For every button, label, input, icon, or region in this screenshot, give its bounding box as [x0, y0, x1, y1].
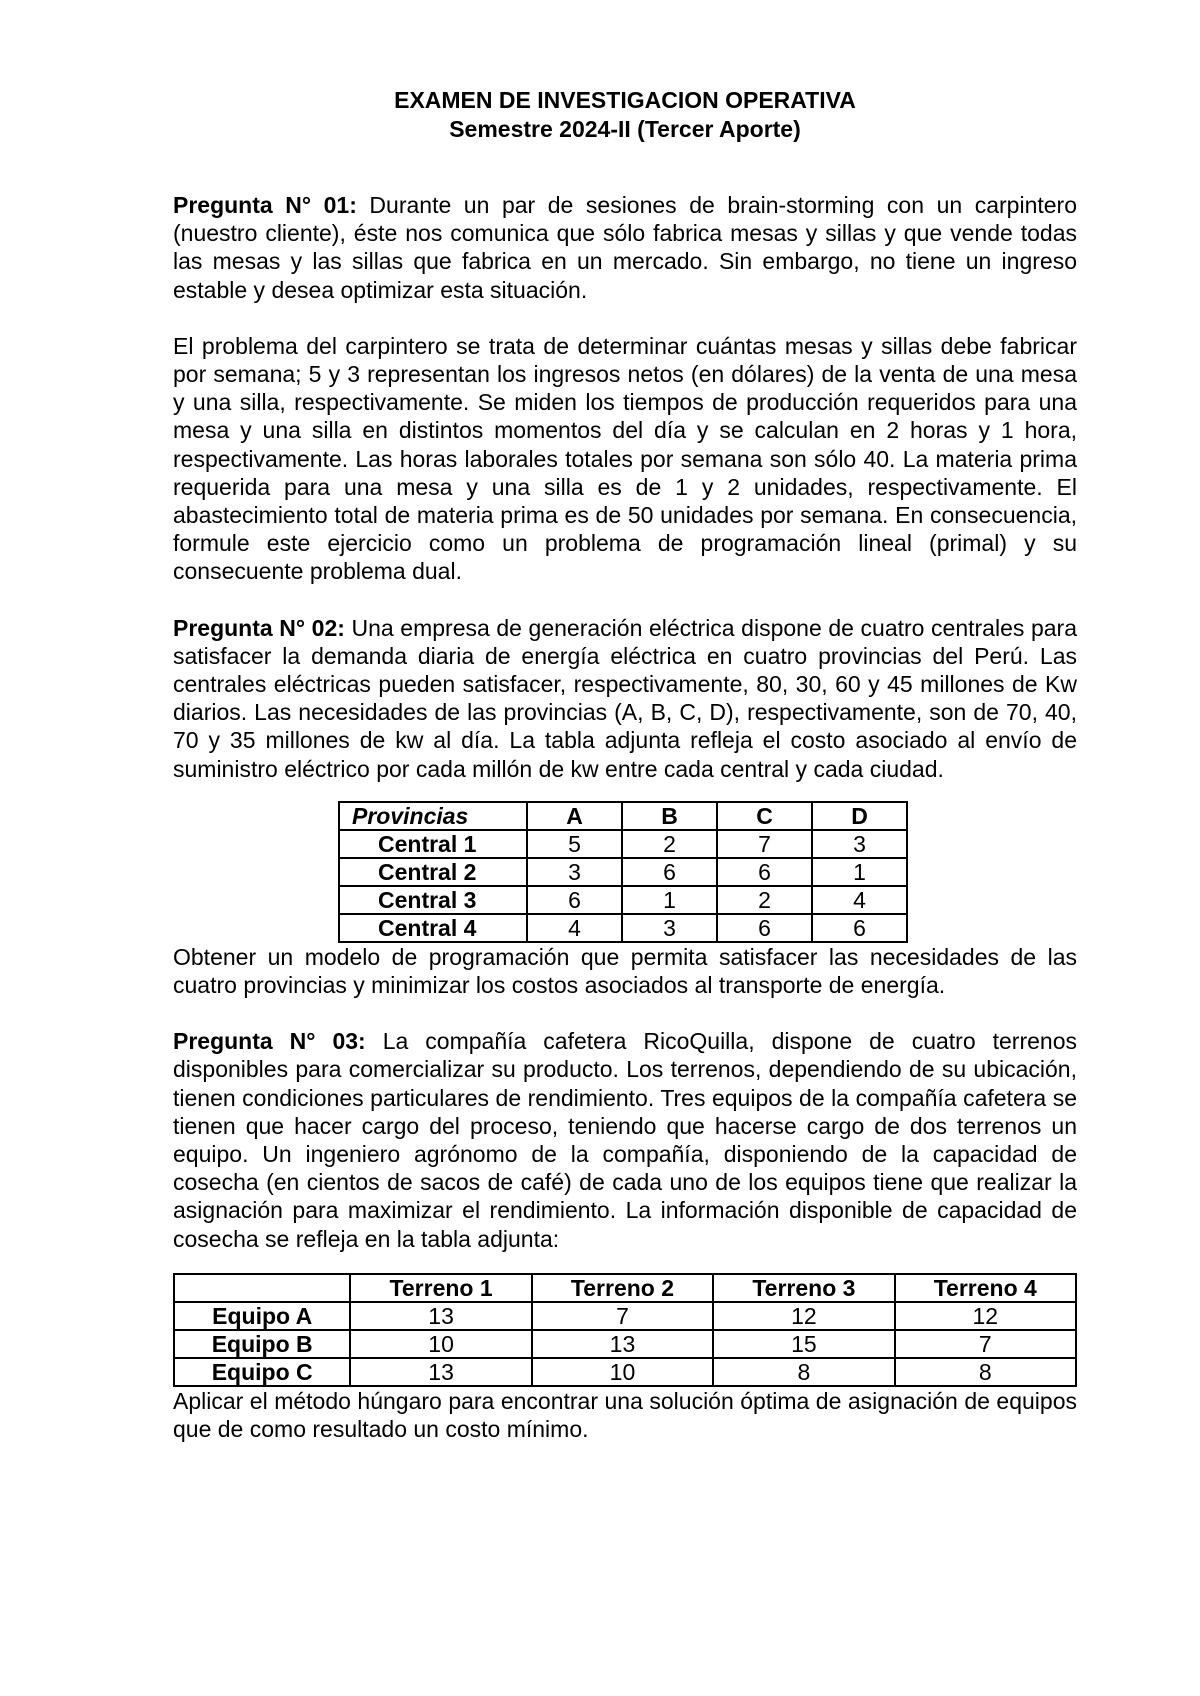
table-row — [174, 1358, 1076, 1386]
table-cell: 8 — [713, 1358, 894, 1386]
table-cell: 2 — [622, 830, 717, 858]
harvest-table-header-row — [174, 1274, 1076, 1302]
table-cell: 5 — [527, 830, 622, 858]
table-cell: 1 — [812, 858, 907, 886]
table-cell: 6 — [717, 858, 812, 886]
q2-paragraph-2: Obtener un modelo de programación que permita satisfacer las necesidades de las cuatro provincias y minimizar los costos asociados al transporte de energía. — [173, 943, 1077, 999]
table-cell: 12 — [713, 1302, 894, 1330]
q3-label: Pregunta N° 03: — [173, 1028, 366, 1055]
cost-table-header-row — [339, 802, 907, 830]
harvest-table-col: Terreno 4 — [895, 1274, 1076, 1302]
q1-paragraph-1 — [173, 191, 1077, 304]
table-cell: 6 — [622, 858, 717, 886]
harvest-table-row-head: Equipo C — [174, 1358, 350, 1386]
cost-table-col-a: A — [527, 802, 622, 830]
table-cell: 13 — [350, 1358, 531, 1386]
table-cell: 4 — [812, 886, 907, 914]
table-row — [174, 1302, 1076, 1330]
harvest-table-row-head: Equipo B — [174, 1330, 350, 1358]
harvest-table-col: Terreno 3 — [713, 1274, 894, 1302]
q1-paragraph-2: El problema del carpintero se trata de determinar cuántas mesas y sillas debe fabricar por semana; 5 y 3 representan los ingresos netos (en dólares) de la venta de una mesa y una silla, respectivamente. Se miden los tiempos de producción requeridos para una mesa y una silla en distintos momentos del día y se calculan en 2 horas y 1 hora, respectivamente. Las horas laborales totales por semana son sólo 40. La materia prima requerida para una mesa y una silla es de 1 y 2 unidades, respectivamente. El abastecimiento total de materia prima es de 50 unidades por semana. En consecuencia, formule este ejercicio como un problema de programación lineal (primal) y su consecuente problema dual. — [173, 332, 1077, 585]
table-cell: 6 — [527, 886, 622, 914]
table-cell: 3 — [527, 858, 622, 886]
harvest-table-col: Terreno 2 — [532, 1274, 713, 1302]
harvest-table-corner — [174, 1274, 350, 1302]
table-cell: 15 — [713, 1330, 894, 1358]
table-row — [339, 886, 907, 914]
table-cell: 13 — [350, 1302, 531, 1330]
table-cell: 6 — [717, 914, 812, 942]
table-cell: 1 — [622, 886, 717, 914]
q1-text-1: Durante un par de sesiones de brain-storming con un carpintero (nuestro cliente), éste nos comunica que sólo fabrica mesas y sillas y que vende todas las mesas y las sillas que fabrica en un mercado. Sin embargo, no tiene un ingreso estable y desea optimizar esta situación. — [173, 192, 1077, 303]
cost-table-row-head: Central 4 — [339, 914, 527, 942]
harvest-table-col: Terreno 1 — [350, 1274, 531, 1302]
q1-label: Pregunta N° 01: — [173, 192, 357, 218]
cost-table-row-head: Central 2 — [339, 858, 527, 886]
table-row — [339, 830, 907, 858]
q2-paragraph-1 — [173, 614, 1077, 783]
cost-table-col-d: D — [812, 802, 907, 830]
harvest-table-row-head: Equipo A — [174, 1302, 350, 1330]
q3-text-1: La compañía cafetera RicoQuilla, dispone de cuatro terrenos disponibles para comercializar su producto. Los terrenos, dependiendo de su ubicación, tienen condiciones particulares de rendimiento. Tres equipos de la compañía cafetera se tienen que hacer cargo del proceso, teniendo que hacerse cargo de dos terrenos un equipo. Un ingeniero agrónomo de la compañía, disponiendo de la capacidad de cosecha (en cientos de sacos de café) de cada uno de los equipos tiene que realizar la asignación para maximizar el rendimiento. La información disponible de capacidad de cosecha se refleja en la tabla adjunta: — [173, 1028, 1077, 1252]
table-cell: 10 — [350, 1330, 531, 1358]
q3-paragraph-1 — [173, 1027, 1077, 1253]
cost-table — [338, 801, 908, 943]
q3-paragraph-2: Aplicar el método húngaro para encontrar una solución óptima de asignación de equipos que de como resultado un costo mínimo. — [173, 1387, 1077, 1443]
table-cell: 2 — [717, 886, 812, 914]
table-cell: 6 — [812, 914, 907, 942]
table-cell: 10 — [532, 1358, 713, 1386]
cost-table-row-head: Central 3 — [339, 886, 527, 914]
cost-table-corner: Provincias — [339, 802, 527, 830]
q2-label: Pregunta N° 02: — [173, 614, 345, 641]
table-row — [339, 858, 907, 886]
exam-page — [173, 86, 1077, 1443]
table-cell: 4 — [527, 914, 622, 942]
table-cell: 7 — [717, 830, 812, 858]
table-cell: 13 — [532, 1330, 713, 1358]
table-cell: 3 — [812, 830, 907, 858]
table-row — [339, 914, 907, 942]
table-cell: 3 — [622, 914, 717, 942]
exam-title: EXAMEN DE INVESTIGACION OPERATIVA — [394, 87, 856, 113]
harvest-table — [173, 1273, 1077, 1387]
table-cell: 12 — [895, 1302, 1076, 1330]
table-row — [174, 1330, 1076, 1358]
table-cell: 7 — [532, 1302, 713, 1330]
cost-table-col-c: C — [717, 802, 812, 830]
table-cell: 7 — [895, 1330, 1076, 1358]
q2-text-1: Una empresa de generación eléctrica dispone de cuatro centrales para satisfacer la demanda diaria de energía eléctrica en cuatro provincias del Perú. Las centrales eléctricas pueden satisfacer, respectivamente, 80, 30, 60 y 45 millones de Kw diarios. Las necesidades de las provincias (A, B, C, D), respectivamente, son de 70, 40, 70 y 35 millones de kw al día. La tabla adjunta refleja el costo asociado al envío de suministro eléctrico por cada millón de kw entre cada central y cada ciudad. — [173, 614, 1077, 782]
cost-table-row-head: Central 1 — [339, 830, 527, 858]
cost-table-col-b: B — [622, 802, 717, 830]
exam-subtitle: Semestre 2024-II (Tercer Aporte) — [449, 116, 801, 142]
table-cell: 8 — [895, 1358, 1076, 1386]
